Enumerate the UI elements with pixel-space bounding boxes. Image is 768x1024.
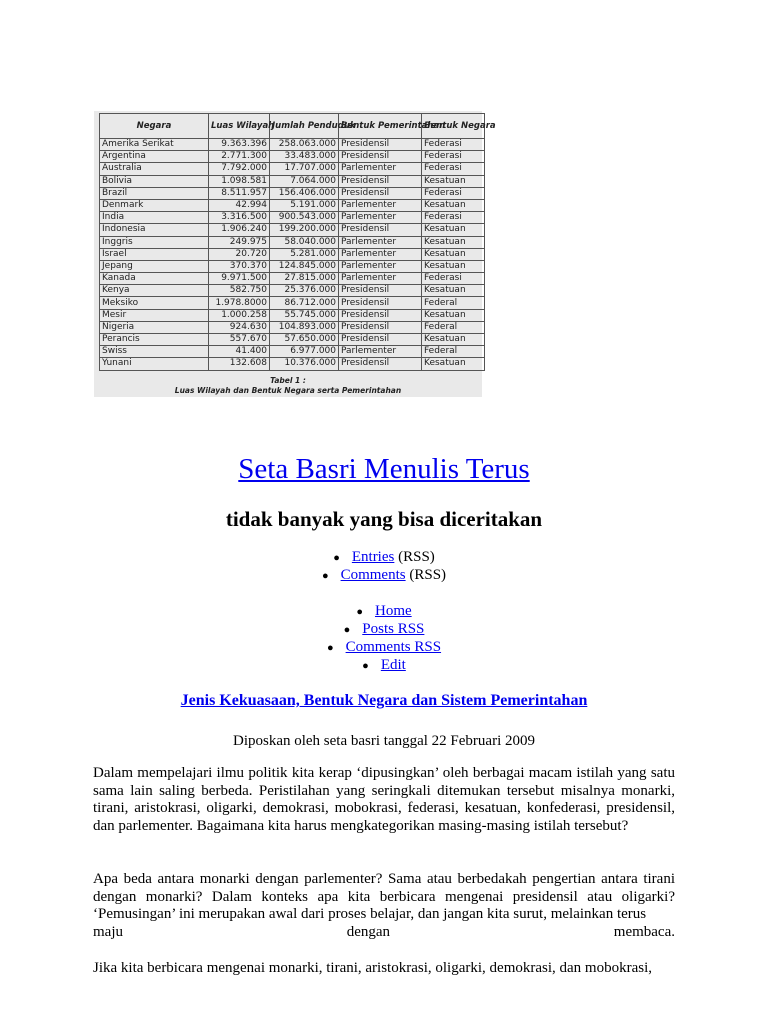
site-title-link[interactable]: Seta Basri Menulis Terus (238, 453, 530, 485)
post-paragraph-2 (93, 871, 675, 941)
table-cell: 17.707.000 (270, 163, 339, 175)
table-cell: 156.406.000 (270, 187, 339, 199)
feed-links (0, 548, 768, 584)
table-cell: Federasi (422, 187, 485, 199)
bullet-icon: ● (333, 552, 340, 564)
table-cell: 124.845.000 (270, 260, 339, 272)
table-cell: Presidensil (339, 139, 422, 151)
table-cell: Parlementer (339, 248, 422, 260)
table-row (100, 297, 485, 309)
paragraph-2-last-line: maju dengan membaca. (93, 923, 675, 940)
table-cell: Presidensil (339, 358, 422, 370)
table-cell: Federasi (422, 151, 485, 163)
table-cell: 20.720 (209, 248, 270, 260)
table-cell: Federal (422, 297, 485, 309)
table-row (100, 334, 485, 346)
table-cell: Kenya (100, 285, 209, 297)
table-cell: 25.376.000 (270, 285, 339, 297)
table-cell: Federasi (422, 139, 485, 151)
table-header-cell: Bentuk Pemerintahan (339, 114, 422, 139)
country-table (99, 113, 496, 371)
table-cell: 7.064.000 (270, 175, 339, 187)
post-title (0, 690, 768, 712)
table-cell: 1.978.8000 (209, 297, 270, 309)
table-row (100, 187, 485, 199)
table-cell: Parlementer (339, 163, 422, 175)
table-cell: 41.400 (209, 346, 270, 358)
home-link[interactable]: Home (374, 603, 412, 619)
table-cell: Kanada (100, 273, 209, 285)
table-cell: Parlementer (339, 346, 422, 358)
table-cell: Presidensil (339, 321, 422, 333)
table-header-cell: Jumlah Penduduk (270, 114, 339, 139)
nav-item-posts-rss (0, 620, 768, 638)
table-cell: Presidensil (339, 285, 422, 297)
table-cell: Bolivia (100, 175, 209, 187)
table-cell: Parlementer (339, 199, 422, 211)
table-cell: Parlementer (339, 236, 422, 248)
table-caption (94, 376, 482, 396)
post-title-link[interactable]: Jenis Kekuasaan, Bentuk Negara dan Sistem Pemerintahan (180, 692, 588, 709)
table-row (100, 163, 485, 175)
table-cell: Mesir (100, 309, 209, 321)
table-cell: Presidensil (339, 297, 422, 309)
table-cell: Federasi (422, 273, 485, 285)
table-cell: Brazil (100, 187, 209, 199)
table-cell: Presidensil (339, 187, 422, 199)
bullet-icon: ● (356, 606, 363, 618)
table-cell: Israel (100, 248, 209, 260)
table-cell: 7.792.000 (209, 163, 270, 175)
entries-link[interactable]: Entries (351, 549, 395, 565)
table-cell: 924.630 (209, 321, 270, 333)
table-header-cell: Negara (100, 114, 209, 139)
table-cell: Federasi (422, 163, 485, 175)
table-row (100, 273, 485, 285)
table-header-cell: Bentuk Negara (422, 114, 485, 139)
rss-label: (RSS) (405, 567, 447, 583)
feed-item-comments (0, 566, 768, 584)
table-cell: 1.098.581 (209, 175, 270, 187)
table-row (100, 358, 485, 370)
table-cell: Yunani (100, 358, 209, 370)
bullet-icon: ● (326, 642, 334, 654)
table-cell: India (100, 212, 209, 224)
table-cell: Kesatuan (422, 309, 485, 321)
table-cell: 104.893.000 (270, 321, 339, 333)
table-figure-image (94, 111, 496, 397)
table-cell: Federal (422, 346, 485, 358)
post-meta: Diposkan oleh seta basri tanggal 22 Februari 2009 (232, 733, 535, 749)
table-row (100, 199, 485, 211)
table-cell: 86.712.000 (270, 297, 339, 309)
table-cell: Parlementer (339, 273, 422, 285)
table-cell: 557.670 (209, 334, 270, 346)
table-header-cell: Luas Wilayah (209, 114, 270, 139)
table-cell: 58.040.000 (270, 236, 339, 248)
table-cell: Kesatuan (422, 285, 485, 297)
table-cell: 57.650.000 (270, 334, 339, 346)
table-cell: 9.363.396 (209, 139, 270, 151)
table-row (100, 346, 485, 358)
table-cell: 582.750 (209, 285, 270, 297)
site-tagline: tidak banyak yang bisa diceritakan (225, 507, 543, 531)
bullet-icon: ● (362, 660, 369, 672)
table-cell: Kesatuan (422, 199, 485, 211)
table-cell: Parlementer (339, 260, 422, 272)
table-cell: Perancis (100, 334, 209, 346)
table-cell: 900.543.000 (270, 212, 339, 224)
table-caption-text: Luas Wilayah dan Bentuk Negara serta Pemerintahan (174, 386, 402, 395)
table-cell: 1.000.258 (209, 309, 270, 321)
table-row (100, 175, 485, 187)
posts-rss-link[interactable]: Posts RSS (362, 621, 425, 637)
table-cell: Kesatuan (422, 236, 485, 248)
table-row (100, 248, 485, 260)
table-cell: 1.906.240 (209, 224, 270, 236)
table-cell: Kesatuan (422, 260, 485, 272)
table-cell: Kesatuan (422, 175, 485, 187)
table-cell: 10.376.000 (270, 358, 339, 370)
rss-label: (RSS) (394, 549, 435, 565)
table-cell: Swiss (100, 346, 209, 358)
table-row (100, 151, 485, 163)
nav-item-comments-rss (0, 638, 768, 656)
table-cell: 55.745.000 (270, 309, 339, 321)
table-cell: 199.200.000 (270, 224, 339, 236)
table-cell: 8.511.957 (209, 187, 270, 199)
table-cell: Kesatuan (422, 358, 485, 370)
table-body (100, 139, 485, 371)
table-cell: 370.370 (209, 260, 270, 272)
site-title (0, 450, 768, 488)
bullet-icon: ● (321, 570, 329, 582)
table-cell: 33.483.000 (270, 151, 339, 163)
nav-item-edit (0, 656, 768, 674)
table-cell: Kesatuan (422, 248, 485, 260)
table-cell: Indonesia (100, 224, 209, 236)
table-row (100, 212, 485, 224)
post-paragraph-3: Jika kita berbicara mengenai monarki, tirani, aristokrasi, oligarki, demokrasi, dan mobokrasi, (93, 960, 652, 976)
table-cell: Inggris (100, 236, 209, 248)
table-cell: Federasi (422, 212, 485, 224)
table-cell: 2.771.300 (209, 151, 270, 163)
table-row (100, 236, 485, 248)
edit-link[interactable]: Edit (380, 657, 406, 673)
table-cell: 249.975 (209, 236, 270, 248)
table-cell: Presidensil (339, 224, 422, 236)
bullet-icon: ● (343, 624, 351, 636)
table-cell: Presidensil (339, 334, 422, 346)
table-row (100, 309, 485, 321)
comments-link[interactable]: Comments (340, 567, 406, 583)
paragraph-2-main: Apa beda antara monarki dengan parlementer? Sama atau berbedakah pengertian antara tirani dengan monarki? Dalam konteks apa kita berbicara mengenai presidensil atau oligarki? ‘Pemusingan’ ini merupakan awal dari proses belajar, dan jangan kita surut, melainkan terus (93, 871, 675, 923)
table-row (100, 285, 485, 297)
table-cell: 5.191.000 (270, 199, 339, 211)
table-cell: Federal (422, 321, 485, 333)
table-caption-number: Tabel 1 : (270, 376, 306, 385)
table-cell: 5.281.000 (270, 248, 339, 260)
table-cell: Parlementer (339, 212, 422, 224)
table-row (100, 224, 485, 236)
table-row (100, 321, 485, 333)
nav-item-home (0, 602, 768, 620)
table-cell: Presidensil (339, 151, 422, 163)
table-cell: Kesatuan (422, 334, 485, 346)
table-cell: Kesatuan (422, 224, 485, 236)
table-cell: 27.815.000 (270, 273, 339, 285)
post-paragraph-1: Dalam mempelajari ilmu politik kita kerap ‘dipusingkan’ oleh berbagai macam istilah yang satu sama lain saling berbeda. Peristilahan yang seringkali ditemukan tersebut misalnya monarki, tirani, aristokrasi, oligarki, demokrasi, mobokrasi, federasi, kesatuan, konfederasi, presidensil, dan parlementer. Bagaimana kita harus mengkategorikan masing-masing istilah tersebut? (93, 765, 675, 834)
table-cell: Amerika Serikat (100, 139, 209, 151)
table-row (100, 139, 485, 151)
page-nav (0, 602, 768, 674)
table-header-row (100, 114, 485, 139)
table-cell: 6.977.000 (270, 346, 339, 358)
table-row (100, 260, 485, 272)
table-cell: 258.063.000 (270, 139, 339, 151)
table-cell: Denmark (100, 199, 209, 211)
table-cell: Argentina (100, 151, 209, 163)
table-cell: 132.608 (209, 358, 270, 370)
table-cell: Presidensil (339, 309, 422, 321)
table-cell: Meksiko (100, 297, 209, 309)
table-cell: 3.316.500 (209, 212, 270, 224)
feed-item-entries (0, 548, 768, 566)
table-cell: Australia (100, 163, 209, 175)
table-cell: Presidensil (339, 175, 422, 187)
table-cell: 9.971.500 (209, 273, 270, 285)
table-cell: Nigeria (100, 321, 209, 333)
comments-rss-link[interactable]: Comments RSS (345, 639, 442, 655)
table-cell: Jepang (100, 260, 209, 272)
table-cell: 42.994 (209, 199, 270, 211)
